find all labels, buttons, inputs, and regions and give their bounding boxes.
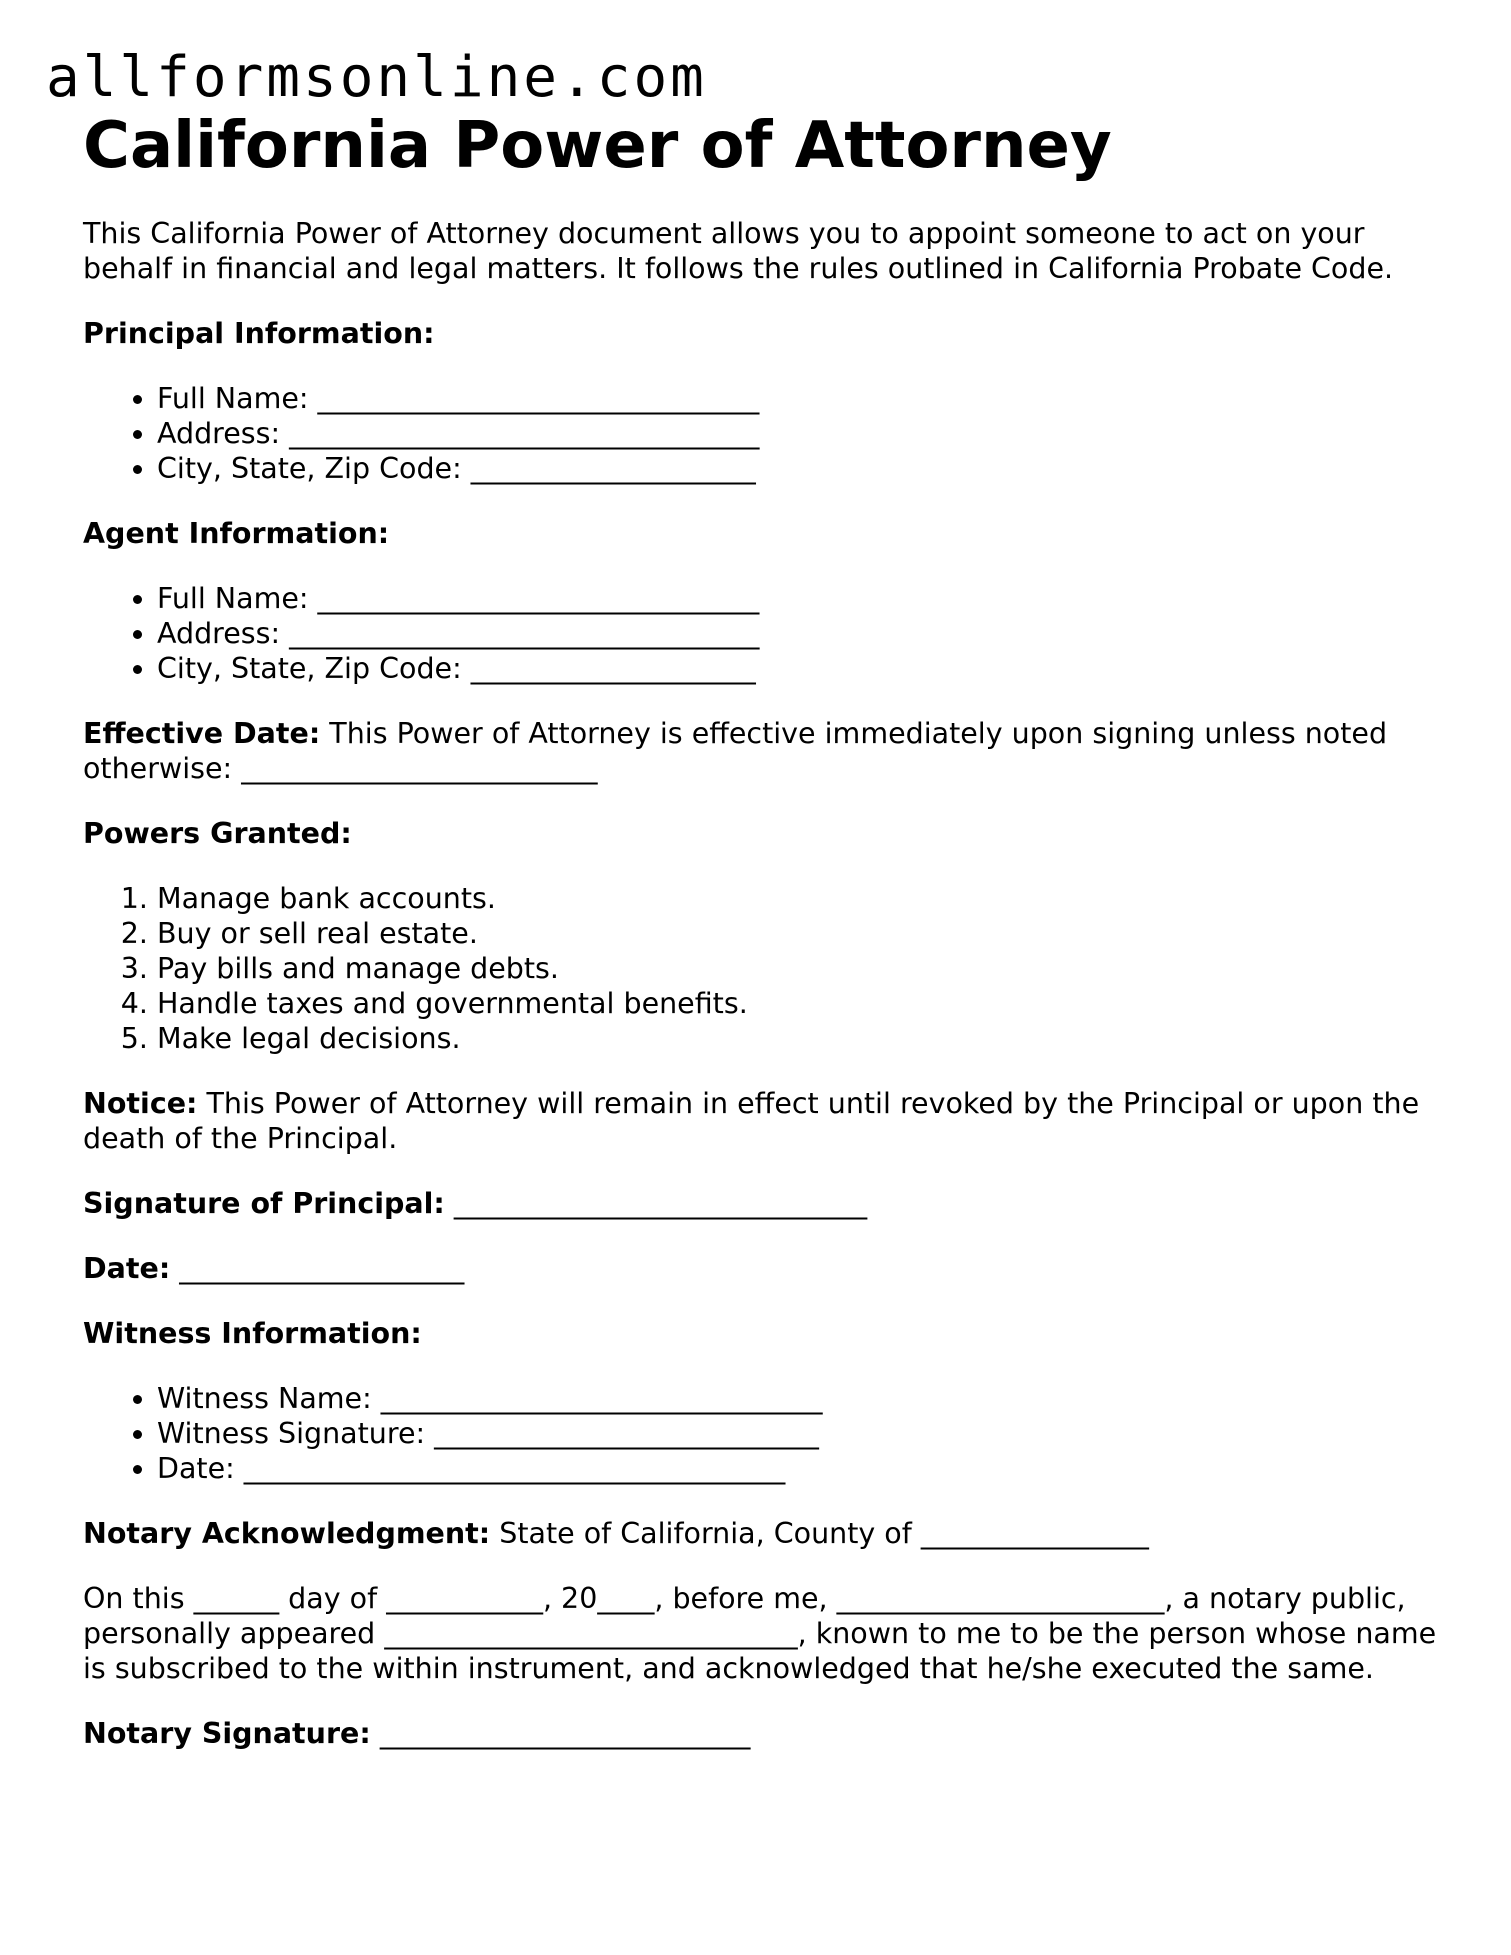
agent-address-field: • Address: _________________________________ (157, 616, 1443, 651)
notary-acknowledgment-line (83, 1516, 1443, 1551)
agent-city-state-zip-field: • City, State, Zip Code: ____________________ (157, 651, 1443, 686)
principal-signature-label: Signature of Principal: (83, 1187, 445, 1220)
principal-city-state-zip-field: • City, State, Zip Code: ____________________ (157, 451, 1443, 486)
notary-signature-label: Notary Signature: (83, 1717, 371, 1750)
agent-fields (83, 581, 1443, 686)
date-label: Date: (83, 1252, 171, 1285)
notary-acknowledgment-text: State of California, County of ________________ (490, 1517, 1149, 1550)
agent-heading: Agent Information: (83, 517, 390, 550)
power-item: 5. Make legal decisions. (157, 1021, 1443, 1056)
power-item: 1. Manage bank accounts. (157, 881, 1443, 916)
powers-list (83, 881, 1443, 1056)
notary-signature-line (83, 1716, 1443, 1751)
power-item: 2. Buy or sell real estate. (157, 916, 1443, 951)
witness-heading: Witness Information: (83, 1317, 422, 1350)
power-item: 3. Pay bills and manage debts. (157, 951, 1443, 986)
date-line (83, 1251, 1443, 1286)
principal-address-field: • Address: _________________________________ (157, 416, 1443, 451)
notary-body-paragraph: On this ______ day of ___________, 20____, before me, _______________________, a notary public, personally appeared _____________________________, known to me to be the person whose name is subscribed to the within instrument, and acknowledged that he/she executed the same. (83, 1582, 1437, 1685)
witness-date-field: • Date: ______________________________________ (157, 1451, 1443, 1486)
witness-signature-field: • Witness Signature: ___________________________ (157, 1416, 1443, 1451)
notary-acknowledgment-label: Notary Acknowledgment: (83, 1517, 491, 1550)
principal-full-name-field: • Full Name: _______________________________ (157, 381, 1443, 416)
effective-date-label: Effective Date: (83, 717, 321, 750)
notary-signature-blank: __________________________ (370, 1717, 751, 1750)
date-blank: ____________________ (170, 1252, 465, 1285)
powers-heading: Powers Granted: (83, 817, 352, 850)
intro-paragraph: This California Power of Attorney document allows you to appoint someone to act on your behalf in financial and legal matters. It follows the rules outlined in California Probate Code. (83, 217, 1394, 285)
principal-fields (83, 381, 1443, 486)
notice-paragraph (83, 1086, 1443, 1156)
document-title: California Power of Attorney (83, 109, 1112, 183)
effective-date-paragraph (83, 716, 1443, 786)
agent-full-name-field: • Full Name: _______________________________ (157, 581, 1443, 616)
principal-signature-line (83, 1186, 1443, 1221)
watermark-text: allformsonline.com (46, 45, 707, 110)
effective-date-text: This Power of Attorney is effective immediately upon signing unless noted otherwise: _________________________ (83, 717, 1388, 785)
principal-heading: Principal Information: (83, 317, 435, 350)
principal-signature-blank: _____________________________ (444, 1187, 868, 1220)
power-item: 4. Handle taxes and governmental benefits. (157, 986, 1443, 1021)
notice-text: This Power of Attorney will remain in effect until revoked by the Principal or upon the death of the Principal. (83, 1087, 1420, 1155)
document-body (83, 108, 1443, 1781)
notice-label: Notice: (83, 1087, 198, 1120)
witness-name-field: • Witness Name: _______________________________ (157, 1381, 1443, 1416)
witness-fields (83, 1381, 1443, 1486)
